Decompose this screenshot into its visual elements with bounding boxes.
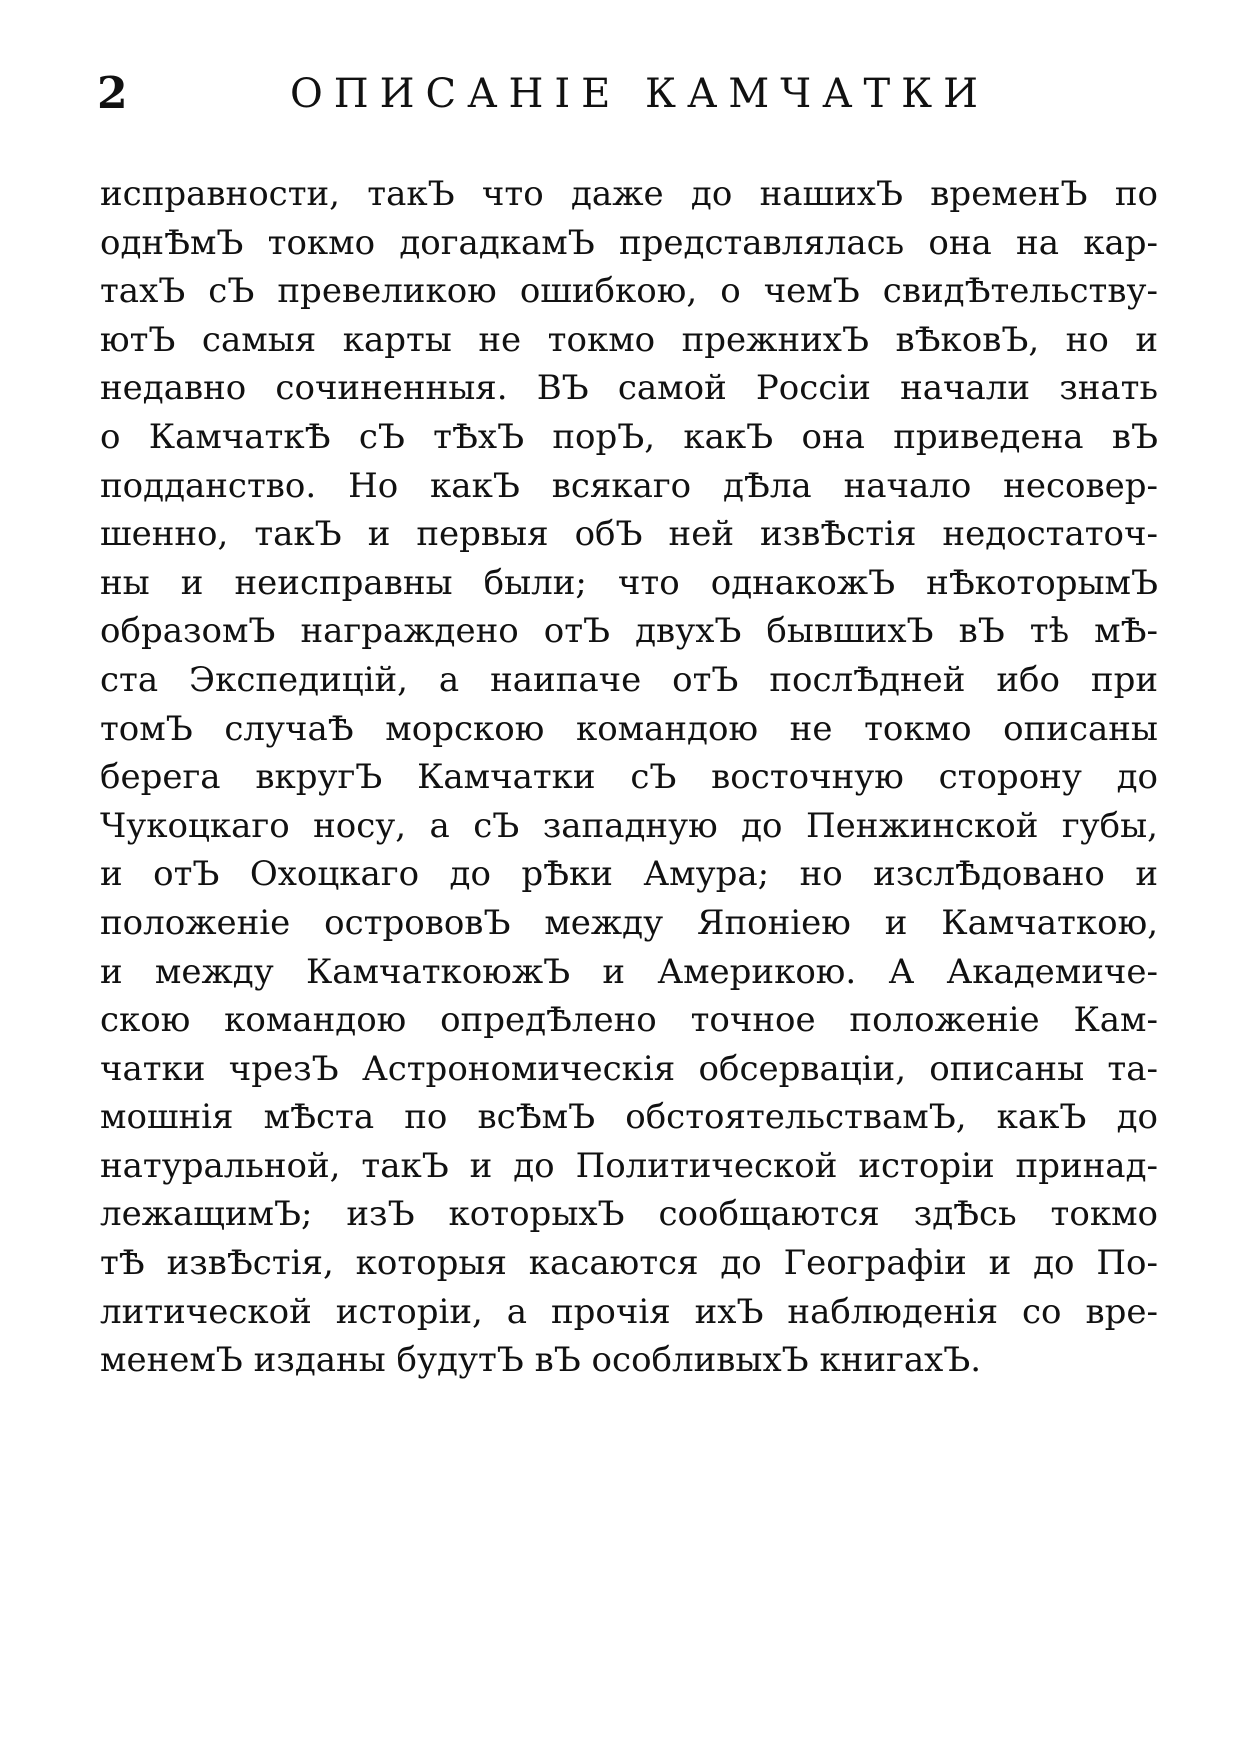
text-line: и отЪ Охоцкаго до рѢки Амура; но изслѢдовано и (100, 854, 1158, 895)
text-line: скою командою опредѢлено точное положеніе Кам- (100, 1000, 1158, 1041)
text-line: и между КамчаткоюжЪ и Америкою. А Академиче- (100, 951, 1158, 992)
text-line: чатки чрезЪ Астрономическія обсерваціи, описаны та- (100, 1048, 1158, 1089)
text-line: тахЪ сЪ превеликою ошибкою, о чемЪ свидѢтельству- (100, 271, 1158, 312)
text-line: недавно сочиненныя. ВЪ самой Россіи начали знать (100, 368, 1158, 409)
text-line: тѢ извѢстія, которыя касаются до Географіи и до По- (100, 1243, 1158, 1284)
text-line-last: менемЪ изданы будутЪ вЪ особливыхЪ книгахЪ. (100, 1340, 982, 1381)
text-line: мошнія мѢста по всѢмЪ обстоятельствамЪ, какЪ до (100, 1097, 1158, 1138)
text-line: литической исторіи, а прочія ихЪ наблюденія со вре- (100, 1291, 1158, 1332)
page-number: 2 (97, 68, 128, 119)
text-line: ста Экспедицій, а наипаче отЪ послѢдней ибо при (100, 659, 1158, 700)
text-line: ютЪ самыя карты не токмо прежнихЪ вѢковЪ, но и (100, 319, 1158, 360)
text-line: подданство. Но какЪ всякаго дѢла начало несовер- (100, 465, 1158, 506)
running-head: ОПИСАНІЕ КАМЧАТКИ (290, 71, 989, 117)
text-line: образомЪ награждено отЪ двухЪ бывшихЪ вЪ тѣ мѢ- (100, 611, 1158, 652)
text-line: шенно, такЪ и первыя обЪ ней извѢстія недостаточ- (100, 514, 1158, 555)
text-line: лежащимЪ; изЪ которыхЪ сообщаются здѢсь токмо (100, 1194, 1158, 1235)
body-text (100, 170, 1158, 1385)
text-line: ны и неисправны были; что однакожЪ нѢкоторымЪ (100, 562, 1158, 603)
text-line: исправности, такЪ что даже до нашихЪ временЪ по (100, 174, 1158, 214)
text-line: положеніе острововЪ между Японіею и Камчаткою, (100, 902, 1158, 943)
text-line: натуральной, такЪ и до Политической исторіи принад- (100, 1145, 1158, 1186)
text-line: берега вкругЪ Камчатки сЪ восточную сторону до (100, 757, 1158, 798)
text-line: Чукоцкаго носу, а сЪ западную до Пенжинской губы, (100, 805, 1158, 846)
text-line: томЪ случаѢ морскою командою не токмо описаны (100, 708, 1158, 749)
text-line: однѢмЪ токмо догадкамЪ представлялась она на кар- (100, 222, 1158, 263)
text-line: о КамчаткѢ сЪ тѢхЪ порЪ, какЪ она приведена вЪ (100, 416, 1158, 457)
